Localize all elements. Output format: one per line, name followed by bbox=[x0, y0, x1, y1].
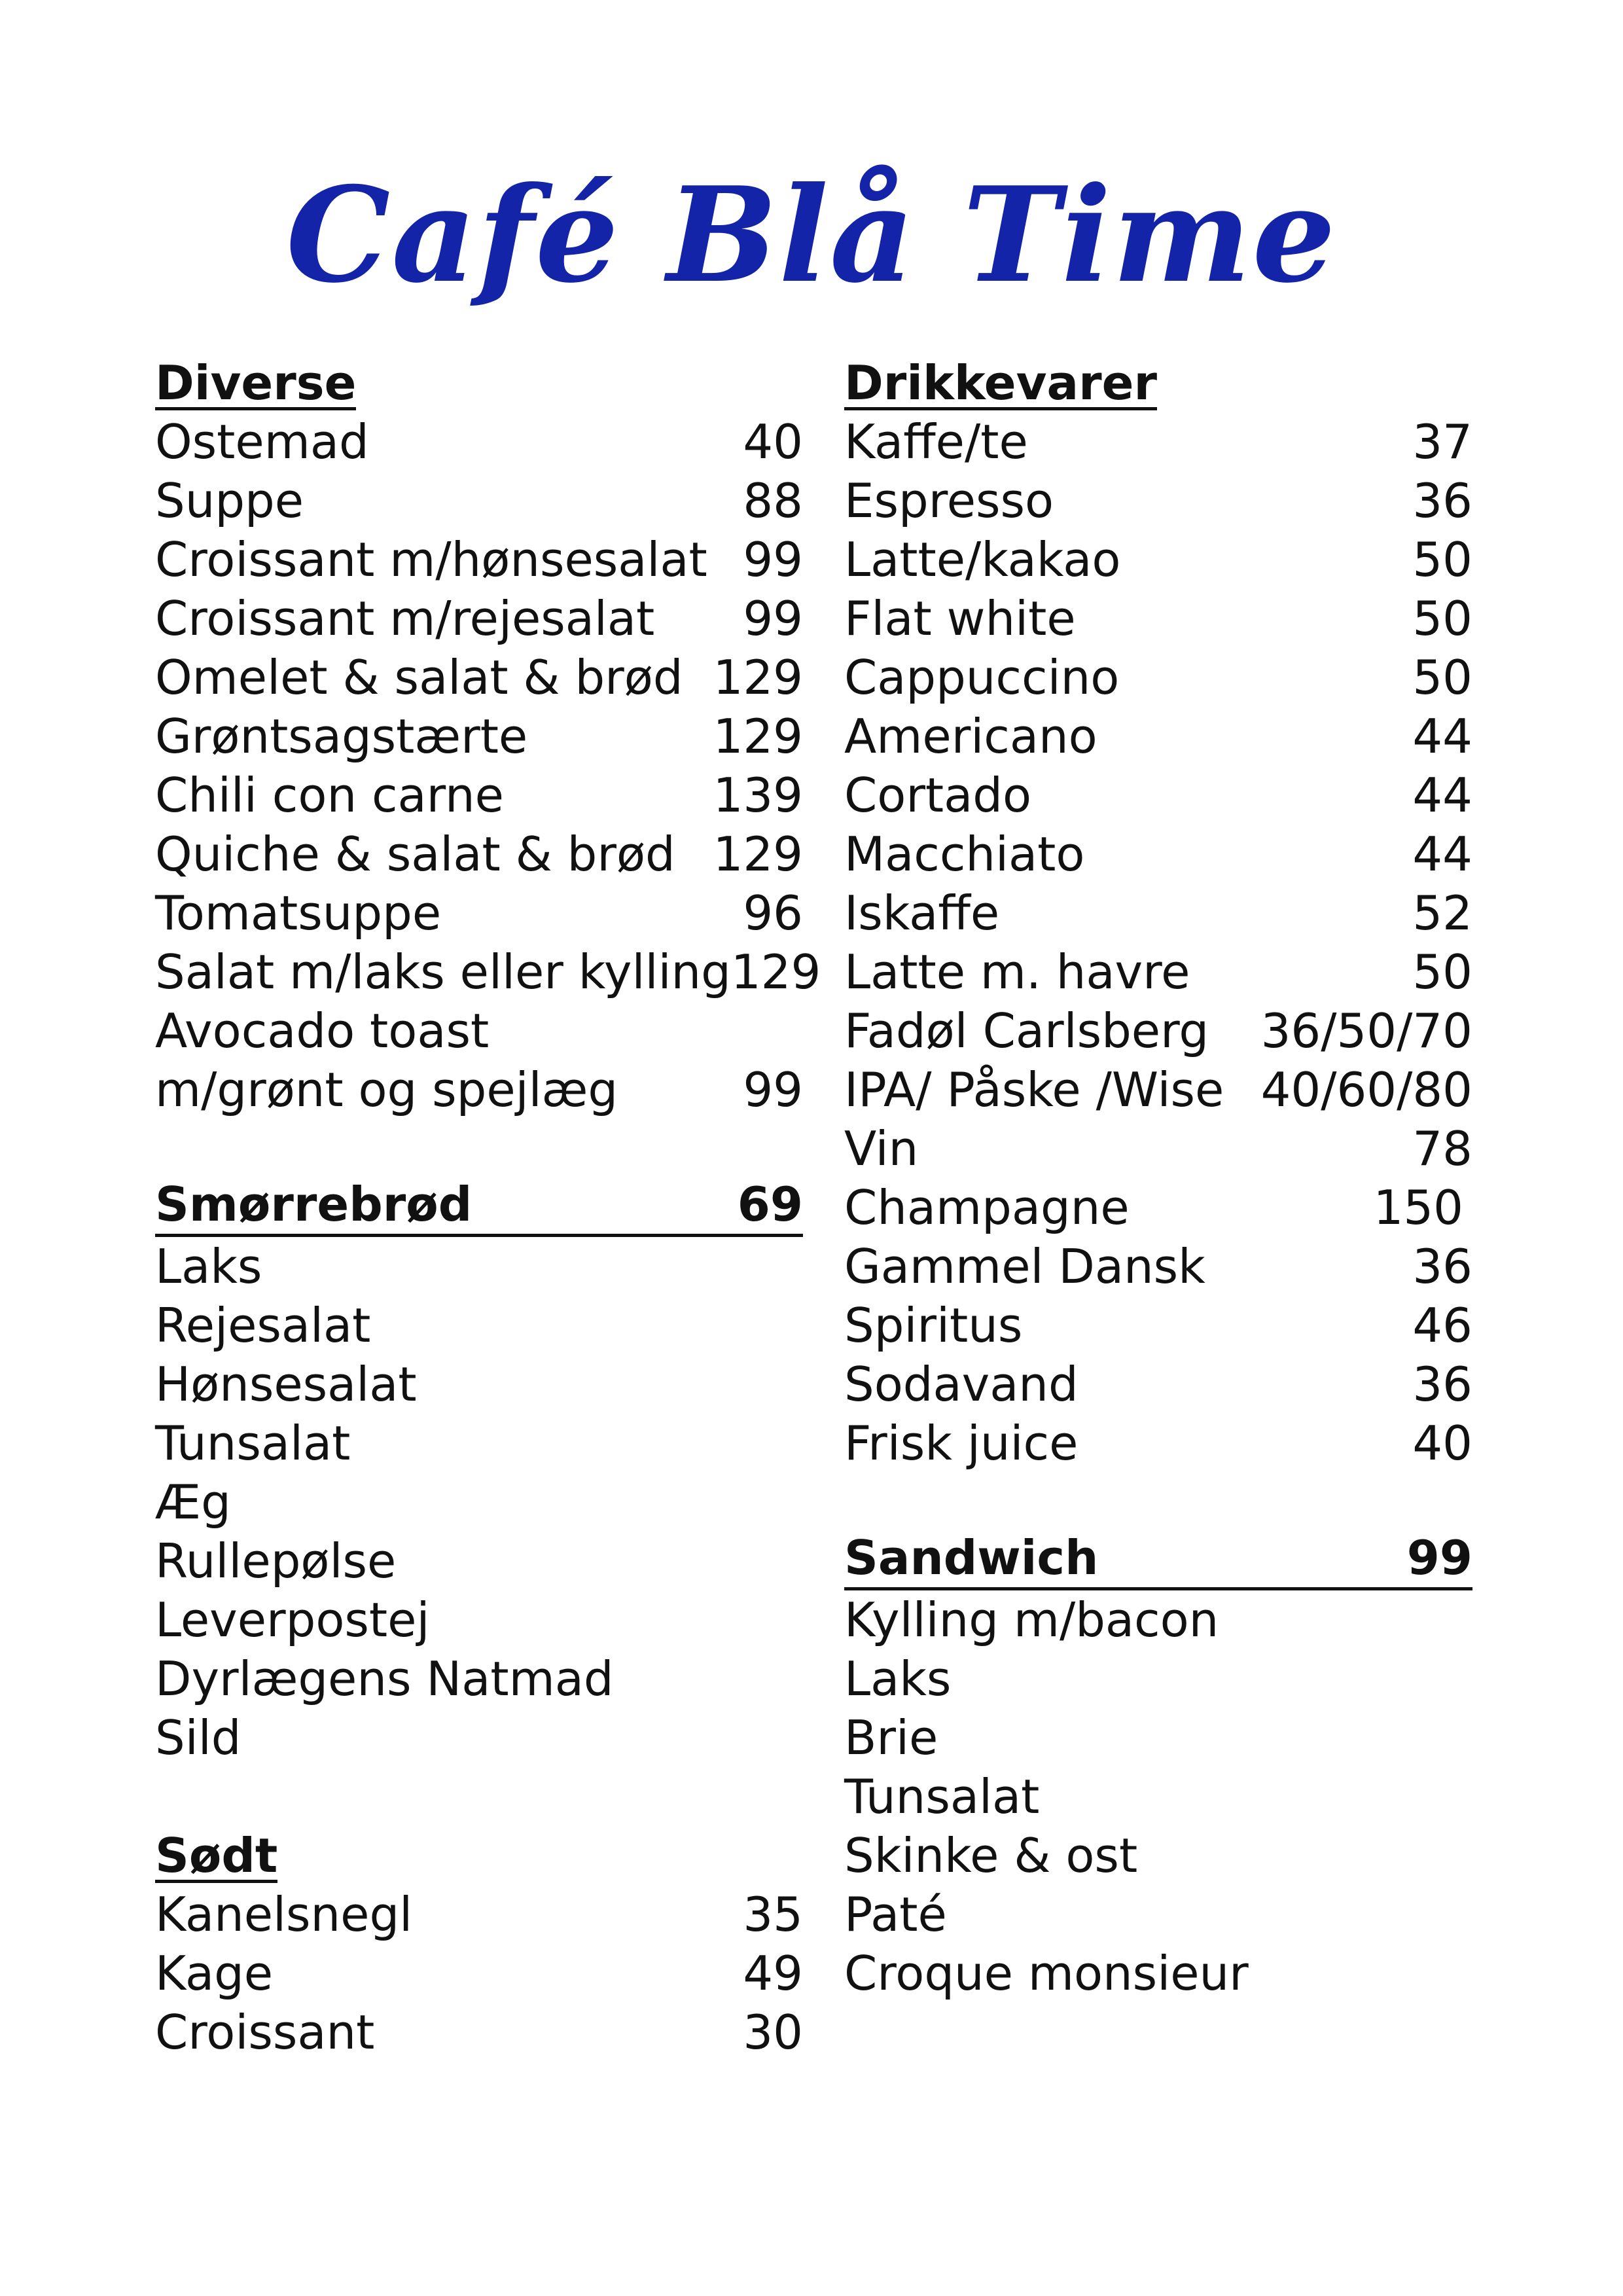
menu-item bbox=[844, 766, 1472, 825]
section-spacer bbox=[844, 1473, 1472, 1532]
menu-item bbox=[155, 766, 803, 825]
item-name: Kanelsnegl bbox=[155, 1887, 413, 1942]
item-price: 44 bbox=[1412, 827, 1472, 882]
item-name: Brie bbox=[844, 1710, 938, 1765]
item-name: Omelet & salat & brød bbox=[155, 650, 683, 705]
menu-item bbox=[155, 471, 803, 530]
section-sandwich bbox=[844, 1532, 1472, 2003]
item-price: 40 bbox=[1412, 1416, 1472, 1471]
item-name: Espresso bbox=[844, 473, 1054, 528]
menu-item bbox=[844, 1178, 1472, 1237]
item-price: 129 bbox=[713, 650, 803, 705]
item-name: Kaffe/te bbox=[844, 414, 1028, 469]
menu-item bbox=[155, 825, 803, 884]
item-name: Croissant m/hønsesalat bbox=[155, 532, 707, 587]
item-price: 52 bbox=[1412, 886, 1472, 941]
item-price: 139 bbox=[713, 768, 803, 823]
left-column bbox=[155, 353, 821, 2062]
item-name: Leverpostej bbox=[155, 1592, 430, 1647]
list-item bbox=[155, 1355, 803, 1414]
list-item bbox=[844, 1767, 1472, 1826]
menu-item bbox=[844, 825, 1472, 884]
item-price: 78 bbox=[1412, 1121, 1472, 1176]
item-name: Spiritus bbox=[844, 1298, 1023, 1353]
item-price: 99 bbox=[743, 591, 803, 646]
list-item bbox=[155, 1473, 803, 1532]
list-item bbox=[844, 1590, 1472, 1649]
menu-item bbox=[155, 1944, 803, 2003]
item-name: m/grønt og spejlæg bbox=[155, 1062, 618, 1117]
item-name: Sild bbox=[155, 1710, 241, 1765]
item-price: 36 bbox=[1412, 1239, 1472, 1294]
item-name: Macchiato bbox=[844, 827, 1085, 882]
item-price: 150 bbox=[1373, 1180, 1463, 1235]
list-item bbox=[844, 1649, 1472, 1708]
sandwich-price: 99 bbox=[1406, 1530, 1472, 1585]
item-name: Skinke & ost bbox=[844, 1828, 1138, 1883]
item-price: 30 bbox=[743, 2005, 803, 2060]
item-name: Croissant bbox=[155, 2005, 375, 2060]
item-name: Flat white bbox=[844, 591, 1076, 646]
menu-item bbox=[155, 589, 803, 648]
section-smorrebrod bbox=[155, 1178, 803, 1767]
item-name: Cappuccino bbox=[844, 650, 1120, 705]
item-name: Tunsalat bbox=[155, 1416, 351, 1471]
item-price: 50 bbox=[1412, 650, 1472, 705]
section-sodt bbox=[155, 1826, 803, 2062]
menu-item bbox=[155, 1885, 803, 1944]
drikkevarer-heading: Drikkevarer bbox=[844, 355, 1157, 410]
item-price: 44 bbox=[1412, 709, 1472, 764]
item-price: 129 bbox=[730, 944, 821, 999]
item-name: Cortado bbox=[844, 768, 1032, 823]
menu-item bbox=[844, 471, 1472, 530]
section-heading bbox=[155, 353, 803, 412]
item-name: Quiche & salat & brød bbox=[155, 827, 675, 882]
item-name: Croque monsieur bbox=[844, 1946, 1249, 2001]
section-drikkevarer bbox=[844, 353, 1472, 1473]
diverse-heading: Diverse bbox=[155, 355, 357, 410]
list-item bbox=[155, 1414, 803, 1473]
menu-item bbox=[155, 884, 803, 942]
item-name: Grøntsagstærte bbox=[155, 709, 528, 764]
menu-item bbox=[155, 1060, 803, 1119]
item-name: Rullepølse bbox=[155, 1534, 397, 1588]
list-item bbox=[844, 1826, 1472, 1885]
item-name: Laks bbox=[155, 1239, 262, 1294]
item-name: Frisk juice bbox=[844, 1416, 1079, 1471]
sandwich-heading: Sandwich bbox=[844, 1530, 1099, 1585]
menu-item bbox=[155, 2003, 803, 2062]
menu-item bbox=[844, 1060, 1472, 1119]
item-name: Rejesalat bbox=[155, 1298, 371, 1353]
item-name: Champagne bbox=[844, 1180, 1130, 1235]
item-name: Sodavand bbox=[844, 1357, 1079, 1412]
menu-item bbox=[155, 412, 803, 471]
item-price: 37 bbox=[1412, 414, 1472, 469]
item-name: Vin bbox=[844, 1121, 919, 1176]
item-name: Tomatsuppe bbox=[155, 886, 442, 941]
menu-item bbox=[844, 942, 1472, 1001]
item-name: Fadøl Carlsberg bbox=[844, 1003, 1209, 1058]
menu-item bbox=[844, 1119, 1472, 1178]
item-name: Suppe bbox=[155, 473, 304, 528]
menu-item bbox=[844, 707, 1472, 766]
item-name: Latte m. havre bbox=[844, 944, 1190, 999]
item-name: Kage bbox=[155, 1946, 274, 2001]
list-item bbox=[155, 1649, 803, 1708]
item-name: Æg bbox=[155, 1475, 231, 1530]
item-name: Laks bbox=[844, 1651, 952, 1706]
smorrebrod-heading: Smørrebrød bbox=[155, 1177, 473, 1232]
menu-item bbox=[155, 648, 803, 707]
item-price: 50 bbox=[1412, 591, 1472, 646]
list-item bbox=[844, 1708, 1472, 1767]
item-name: Avocado toast bbox=[155, 1003, 490, 1058]
menu-item bbox=[155, 530, 803, 589]
menu-item bbox=[844, 1355, 1472, 1414]
item-name: IPA/ Påske /Wise bbox=[844, 1062, 1224, 1117]
item-price: 35 bbox=[743, 1887, 803, 1942]
item-price: 99 bbox=[743, 1062, 803, 1117]
menu-item bbox=[844, 1296, 1472, 1355]
item-name: Americano bbox=[844, 709, 1097, 764]
item-name: Tunsalat bbox=[844, 1769, 1040, 1824]
item-price: 44 bbox=[1412, 768, 1472, 823]
list-item bbox=[155, 1532, 803, 1590]
item-name: Paté bbox=[844, 1887, 947, 1942]
item-price: 46 bbox=[1412, 1298, 1472, 1353]
item-name: Salat m/laks eller kylling bbox=[155, 944, 731, 999]
section-spacer bbox=[155, 1767, 803, 1826]
item-price: 88 bbox=[743, 473, 803, 528]
smorrebrod-heading-line bbox=[155, 1178, 803, 1237]
item-price: 129 bbox=[713, 827, 803, 882]
menu-item bbox=[844, 530, 1472, 589]
menu-item bbox=[155, 707, 803, 766]
list-item bbox=[155, 1590, 803, 1649]
item-price: 40/60/80 bbox=[1260, 1062, 1472, 1117]
menu-item bbox=[844, 1237, 1472, 1296]
item-price: 129 bbox=[713, 709, 803, 764]
section-spacer bbox=[155, 1119, 803, 1178]
cafe-title: Café Blå Time bbox=[286, 158, 1337, 312]
menu-item bbox=[844, 884, 1472, 942]
item-name: Iskaffe bbox=[844, 886, 1000, 941]
item-name: Croissant m/rejesalat bbox=[155, 591, 655, 646]
list-item bbox=[155, 1708, 803, 1767]
item-price: 99 bbox=[743, 532, 803, 587]
section-diverse bbox=[155, 353, 821, 1119]
menu-item bbox=[844, 648, 1472, 707]
menu-item bbox=[844, 412, 1472, 471]
item-price: 36 bbox=[1412, 1357, 1472, 1412]
right-column bbox=[844, 353, 1472, 2003]
item-name: Dyrlægens Natmad bbox=[155, 1651, 614, 1706]
list-item bbox=[844, 1885, 1472, 1944]
item-price: 40 bbox=[743, 414, 803, 469]
menu-item bbox=[155, 1001, 803, 1060]
menu-item bbox=[844, 1001, 1472, 1060]
item-name: Latte/kakao bbox=[844, 532, 1121, 587]
item-name: Chili con carne bbox=[155, 768, 504, 823]
item-name: Kylling m/bacon bbox=[844, 1592, 1219, 1647]
sodt-heading: Sødt bbox=[155, 1828, 278, 1883]
item-price: 36/50/70 bbox=[1260, 1003, 1472, 1058]
sandwich-heading-line bbox=[844, 1532, 1472, 1590]
item-price: 96 bbox=[743, 886, 803, 941]
list-item bbox=[155, 1296, 803, 1355]
menu-item bbox=[844, 589, 1472, 648]
item-price: 50 bbox=[1412, 944, 1472, 999]
list-item bbox=[844, 1944, 1472, 2003]
item-price: 36 bbox=[1412, 473, 1472, 528]
section-heading bbox=[155, 1826, 803, 1885]
list-item bbox=[155, 1237, 803, 1296]
smorrebrod-price: 69 bbox=[737, 1177, 803, 1232]
item-price: 49 bbox=[743, 1946, 803, 2001]
item-name: Gammel Dansk bbox=[844, 1239, 1205, 1294]
menu-item bbox=[844, 1414, 1472, 1473]
item-price: 50 bbox=[1412, 532, 1472, 587]
item-name: Ostemad bbox=[155, 414, 369, 469]
section-heading bbox=[844, 353, 1472, 412]
item-name: Hønsesalat bbox=[155, 1357, 417, 1412]
menu-item bbox=[155, 942, 821, 1001]
